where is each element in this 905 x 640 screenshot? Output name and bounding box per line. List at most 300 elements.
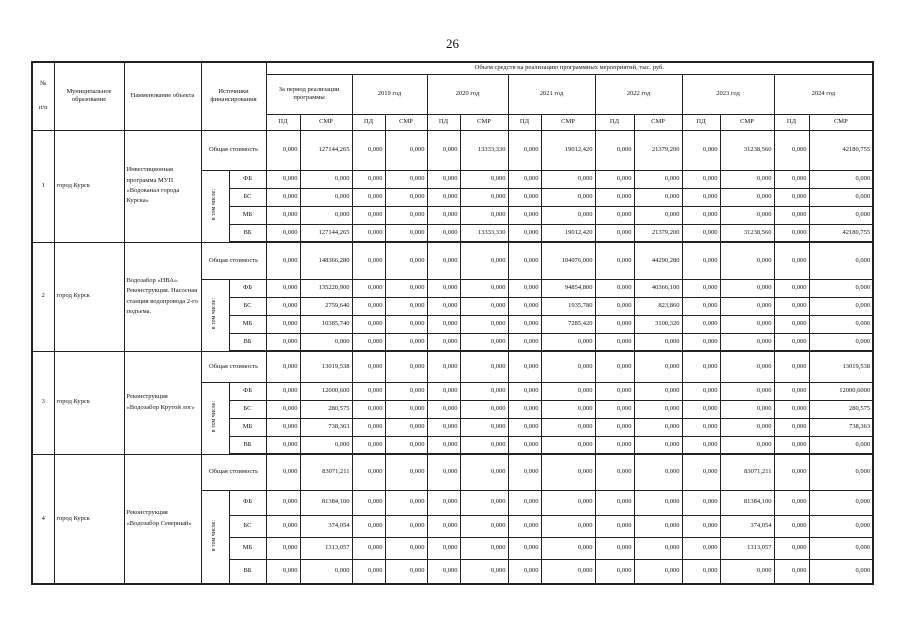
- value-cell: 0,000: [352, 333, 385, 351]
- value-cell: 0,000: [541, 400, 595, 418]
- value-cell: 0,000: [682, 279, 720, 297]
- value-cell: 42180,755: [809, 224, 873, 242]
- value-cell: 0,000: [352, 400, 385, 418]
- value-cell: 0,000: [427, 515, 460, 537]
- total-cost-label: Общая стоимость: [201, 454, 266, 490]
- value-cell: 0,000: [266, 333, 300, 351]
- value-cell: 0,000: [427, 418, 460, 436]
- value-cell: 0,000: [508, 490, 541, 515]
- value-cell: 0,000: [460, 279, 508, 297]
- page-number: 26: [446, 36, 459, 51]
- value-cell: 0,000: [720, 382, 774, 400]
- value-cell: 280,575: [300, 400, 352, 418]
- value-cell: 0,000: [460, 418, 508, 436]
- table-row: [32, 454, 873, 490]
- value-cell: 0,000: [385, 490, 427, 515]
- value-cell: 0,000: [682, 130, 720, 170]
- value-cell: 0,000: [720, 436, 774, 454]
- value-cell: 19012,420: [541, 224, 595, 242]
- value-cell: 0,000: [682, 382, 720, 400]
- including-label-cell: [201, 382, 229, 454]
- value-cell: 0,000: [720, 315, 774, 333]
- value-cell: 0,000: [460, 351, 508, 382]
- value-cell: 0,000: [266, 400, 300, 418]
- value-cell: 0,000: [682, 515, 720, 537]
- value-cell: 0,000: [427, 559, 460, 584]
- value-cell: 0,000: [682, 436, 720, 454]
- value-cell: 0,000: [385, 351, 427, 382]
- value-cell: 0,000: [352, 537, 385, 559]
- value-cell: 0,000: [352, 206, 385, 224]
- value-cell: 0,000: [266, 559, 300, 584]
- value-cell: 0,000: [266, 315, 300, 333]
- value-cell: 0,000: [460, 170, 508, 188]
- value-cell: 0,000: [634, 537, 682, 559]
- value-cell: 0,000: [595, 170, 634, 188]
- value-cell: 148366,280: [300, 242, 352, 279]
- value-cell: 0,000: [508, 333, 541, 351]
- value-cell: 0,000: [774, 418, 809, 436]
- value-cell: 0,000: [634, 188, 682, 206]
- value-cell: 3100,320: [634, 315, 682, 333]
- header-sources: Источники финансирования: [201, 62, 266, 130]
- value-cell: 0,000: [541, 490, 595, 515]
- header-smr: СМР: [300, 114, 352, 130]
- source-code: ВБ: [229, 333, 266, 351]
- value-cell: 0,000: [266, 454, 300, 490]
- value-cell: 0,000: [508, 170, 541, 188]
- value-cell: 0,000: [508, 436, 541, 454]
- value-cell: 0,000: [682, 188, 720, 206]
- value-cell: 0,000: [385, 170, 427, 188]
- value-cell: 0,000: [809, 297, 873, 315]
- value-cell: 0,000: [541, 515, 595, 537]
- value-cell: 42180,755: [809, 130, 873, 170]
- value-cell: 0,000: [595, 206, 634, 224]
- header-year: 2020 год: [427, 74, 508, 114]
- value-cell: 0,000: [595, 559, 634, 584]
- header-year: 2023 год: [682, 74, 774, 114]
- value-cell: 12000,600: [300, 382, 352, 400]
- value-cell: 0,000: [266, 418, 300, 436]
- total-cost-label: Общая стоимость: [201, 130, 266, 170]
- value-cell: 0,000: [541, 436, 595, 454]
- value-cell: 0,000: [508, 315, 541, 333]
- value-cell: 40366,100: [634, 279, 682, 297]
- value-cell: 0,000: [634, 400, 682, 418]
- value-cell: 0,000: [774, 559, 809, 584]
- value-cell: 0,000: [774, 454, 809, 490]
- header-pd: ПД: [595, 114, 634, 130]
- value-cell: 0,000: [427, 130, 460, 170]
- value-cell: 0,000: [634, 515, 682, 537]
- value-cell: 0,000: [595, 224, 634, 242]
- value-cell: 0,000: [352, 436, 385, 454]
- value-cell: 0,000: [460, 382, 508, 400]
- value-cell: 0,000: [352, 170, 385, 188]
- value-cell: 0,000: [809, 490, 873, 515]
- value-cell: 0,000: [427, 170, 460, 188]
- value-cell: 0,000: [634, 418, 682, 436]
- value-cell: 0,000: [385, 436, 427, 454]
- value-cell: 0,000: [541, 351, 595, 382]
- municipality-cell: город Курск: [54, 351, 124, 454]
- header-volume: Объем средств на реализацию программных мероприятий, тыс. руб.: [266, 62, 873, 74]
- table-header: [32, 62, 873, 130]
- value-cell: 0,000: [595, 242, 634, 279]
- source-code: БС: [229, 188, 266, 206]
- including-label-cell: [201, 490, 229, 584]
- header-smr: СМР: [541, 114, 595, 130]
- value-cell: 0,000: [508, 418, 541, 436]
- value-cell: 0,000: [720, 242, 774, 279]
- row-number: 1: [32, 130, 54, 242]
- value-cell: 0,000: [634, 490, 682, 515]
- value-cell: 10385,740: [300, 315, 352, 333]
- value-cell: 0,000: [720, 170, 774, 188]
- value-cell: 0,000: [595, 400, 634, 418]
- value-cell: 0,000: [385, 537, 427, 559]
- value-cell: 0,000: [427, 297, 460, 315]
- value-cell: 2759,640: [300, 297, 352, 315]
- object-name-cell: Водозабор «НВА». Реконструкция. Насосная станция водопровода 2-го подъема.: [124, 242, 201, 351]
- value-cell: 0,000: [595, 333, 634, 351]
- source-code: МБ: [229, 315, 266, 333]
- value-cell: 0,000: [266, 515, 300, 537]
- header-no: № п/п: [32, 62, 54, 130]
- header-year: 2024 год: [774, 74, 873, 114]
- value-cell: 0,000: [427, 315, 460, 333]
- including-label: в том числе:: [211, 519, 218, 551]
- value-cell: 0,000: [385, 130, 427, 170]
- value-cell: 0,000: [460, 436, 508, 454]
- header-smr: СМР: [720, 114, 774, 130]
- value-cell: 0,000: [385, 188, 427, 206]
- value-cell: 0,000: [266, 297, 300, 315]
- value-cell: 0,000: [595, 382, 634, 400]
- value-cell: 0,000: [427, 382, 460, 400]
- value-cell: 0,000: [682, 454, 720, 490]
- value-cell: 0,000: [595, 315, 634, 333]
- header-year: 2021 год: [508, 74, 595, 114]
- value-cell: 0,000: [427, 351, 460, 382]
- header-year: 2022 год: [595, 74, 682, 114]
- value-cell: 0,000: [385, 333, 427, 351]
- value-cell: 0,000: [682, 490, 720, 515]
- value-cell: 0,000: [774, 224, 809, 242]
- value-cell: 0,000: [385, 224, 427, 242]
- value-cell: 0,000: [541, 537, 595, 559]
- value-cell: 0,000: [508, 130, 541, 170]
- value-cell: 0,000: [352, 279, 385, 297]
- value-cell: 0,000: [460, 515, 508, 537]
- value-cell: 0,000: [682, 206, 720, 224]
- value-cell: 0,000: [460, 537, 508, 559]
- value-cell: 0,000: [809, 559, 873, 584]
- value-cell: 13019,538: [300, 351, 352, 382]
- source-code: МБ: [229, 537, 266, 559]
- value-cell: 0,000: [385, 279, 427, 297]
- value-cell: 0,000: [774, 242, 809, 279]
- value-cell: 0,000: [266, 130, 300, 170]
- value-cell: 135220,900: [300, 279, 352, 297]
- value-cell: 0,000: [508, 242, 541, 279]
- value-cell: 0,000: [809, 206, 873, 224]
- value-cell: 738,363: [300, 418, 352, 436]
- value-cell: 0,000: [508, 400, 541, 418]
- value-cell: 0,000: [352, 559, 385, 584]
- value-cell: 0,000: [508, 206, 541, 224]
- value-cell: 0,000: [682, 170, 720, 188]
- value-cell: 0,000: [352, 242, 385, 279]
- value-cell: 0,000: [352, 454, 385, 490]
- value-cell: 823,860: [634, 297, 682, 315]
- value-cell: 0,000: [634, 333, 682, 351]
- source-code: МБ: [229, 418, 266, 436]
- value-cell: 0,000: [427, 188, 460, 206]
- value-cell: 0,000: [508, 188, 541, 206]
- value-cell: 0,000: [352, 130, 385, 170]
- value-cell: 0,000: [720, 206, 774, 224]
- value-cell: 0,000: [541, 170, 595, 188]
- value-cell: 0,000: [266, 206, 300, 224]
- source-code: МБ: [229, 206, 266, 224]
- value-cell: 0,000: [460, 206, 508, 224]
- value-cell: 0,000: [682, 400, 720, 418]
- source-code: ФБ: [229, 382, 266, 400]
- value-cell: 104076,000: [541, 242, 595, 279]
- header-pd: ПД: [266, 114, 300, 130]
- row-number: 4: [32, 454, 54, 584]
- value-cell: 0,000: [541, 188, 595, 206]
- value-cell: 0,000: [266, 436, 300, 454]
- value-cell: 13019,538: [809, 351, 873, 382]
- including-label: в том числе:: [211, 400, 218, 433]
- source-code: БС: [229, 297, 266, 315]
- value-cell: 83071,211: [300, 454, 352, 490]
- value-cell: 0,000: [300, 559, 352, 584]
- value-cell: 0,000: [634, 170, 682, 188]
- value-cell: 0,000: [427, 333, 460, 351]
- value-cell: 0,000: [508, 559, 541, 584]
- municipality-cell: город Курск: [54, 242, 124, 351]
- value-cell: 0,000: [352, 490, 385, 515]
- value-cell: 0,000: [460, 559, 508, 584]
- value-cell: 0,000: [682, 315, 720, 333]
- value-cell: 0,000: [809, 515, 873, 537]
- value-cell: 0,000: [595, 454, 634, 490]
- row-number: 2: [32, 242, 54, 351]
- value-cell: 0,000: [595, 279, 634, 297]
- value-cell: 0,000: [774, 537, 809, 559]
- row-number: 3: [32, 351, 54, 454]
- value-cell: 0,000: [634, 454, 682, 490]
- table-body: [32, 130, 873, 584]
- value-cell: 0,000: [266, 351, 300, 382]
- municipality-cell: город Курск: [54, 130, 124, 242]
- header-smr: СМР: [809, 114, 873, 130]
- value-cell: 0,000: [809, 188, 873, 206]
- value-cell: 0,000: [427, 537, 460, 559]
- value-cell: 0,000: [508, 351, 541, 382]
- value-cell: 0,000: [809, 454, 873, 490]
- value-cell: 0,000: [595, 436, 634, 454]
- header-pd: ПД: [774, 114, 809, 130]
- header-period-total: За период реализации программы: [266, 74, 352, 114]
- value-cell: 0,000: [385, 559, 427, 584]
- value-cell: 94854,800: [541, 279, 595, 297]
- header-pd: ПД: [508, 114, 541, 130]
- value-cell: 0,000: [508, 382, 541, 400]
- value-cell: 0,000: [720, 559, 774, 584]
- value-cell: 0,000: [385, 418, 427, 436]
- value-cell: 0,000: [774, 351, 809, 382]
- value-cell: 0,000: [352, 315, 385, 333]
- value-cell: 0,000: [352, 515, 385, 537]
- value-cell: 0,000: [460, 315, 508, 333]
- value-cell: 0,000: [460, 400, 508, 418]
- value-cell: 0,000: [266, 382, 300, 400]
- value-cell: 0,000: [427, 279, 460, 297]
- value-cell: 374,054: [720, 515, 774, 537]
- value-cell: 0,000: [352, 382, 385, 400]
- value-cell: 0,000: [682, 537, 720, 559]
- table-row: [32, 351, 873, 382]
- value-cell: 0,000: [352, 188, 385, 206]
- value-cell: 0,000: [682, 559, 720, 584]
- value-cell: 81384,100: [300, 490, 352, 515]
- value-cell: 0,000: [385, 297, 427, 315]
- value-cell: 0,000: [385, 382, 427, 400]
- header-year: 2019 год: [352, 74, 427, 114]
- value-cell: 127144,265: [300, 130, 352, 170]
- value-cell: 0,000: [774, 382, 809, 400]
- value-cell: 0,000: [460, 333, 508, 351]
- value-cell: 0,000: [508, 454, 541, 490]
- value-cell: 0,000: [774, 400, 809, 418]
- value-cell: 0,000: [352, 351, 385, 382]
- value-cell: 0,000: [595, 351, 634, 382]
- value-cell: 0,000: [266, 170, 300, 188]
- source-code: ВБ: [229, 436, 266, 454]
- value-cell: 0,000: [774, 333, 809, 351]
- value-cell: 0,000: [634, 559, 682, 584]
- table-row: [32, 242, 873, 279]
- value-cell: 0,000: [427, 490, 460, 515]
- value-cell: 1313,057: [720, 537, 774, 559]
- value-cell: 0,000: [682, 333, 720, 351]
- value-cell: 0,000: [774, 490, 809, 515]
- value-cell: 0,000: [682, 297, 720, 315]
- value-cell: 0,000: [427, 224, 460, 242]
- value-cell: 21379,200: [634, 130, 682, 170]
- value-cell: 0,000: [385, 315, 427, 333]
- value-cell: 0,000: [682, 224, 720, 242]
- value-cell: 0,000: [774, 515, 809, 537]
- source-code: БС: [229, 400, 266, 418]
- source-code: ФБ: [229, 170, 266, 188]
- value-cell: 0,000: [595, 537, 634, 559]
- value-cell: 0,000: [266, 490, 300, 515]
- value-cell: 0,000: [266, 188, 300, 206]
- value-cell: 0,000: [541, 333, 595, 351]
- header-object: Наименование объекта: [124, 62, 201, 130]
- value-cell: 1313,057: [300, 537, 352, 559]
- value-cell: 31238,560: [720, 130, 774, 170]
- value-cell: 280,575: [809, 400, 873, 418]
- value-cell: 81384,100: [720, 490, 774, 515]
- object-name-cell: Реконструкция «Водозабор Крутой лог»: [124, 351, 201, 454]
- value-cell: 0,000: [682, 351, 720, 382]
- value-cell: 0,000: [385, 206, 427, 224]
- source-code: ФБ: [229, 490, 266, 515]
- value-cell: 0,000: [809, 537, 873, 559]
- value-cell: 0,000: [352, 297, 385, 315]
- value-cell: 0,000: [809, 315, 873, 333]
- including-label-cell: [201, 279, 229, 351]
- value-cell: 0,000: [508, 537, 541, 559]
- value-cell: 0,000: [300, 170, 352, 188]
- value-cell: 83071,211: [720, 454, 774, 490]
- value-cell: 0,000: [809, 242, 873, 279]
- header-municipality: Муниципальное образование: [54, 62, 124, 130]
- header-smr: СМР: [634, 114, 682, 130]
- funding-table: [31, 61, 874, 585]
- value-cell: 0,000: [266, 242, 300, 279]
- object-name-cell: Реконструкция «Водозабор Северный»: [124, 454, 201, 584]
- value-cell: 0,000: [300, 333, 352, 351]
- value-cell: 0,000: [634, 436, 682, 454]
- value-cell: 0,000: [774, 170, 809, 188]
- value-cell: 0,000: [385, 515, 427, 537]
- value-cell: 0,000: [266, 279, 300, 297]
- header-pd: ПД: [682, 114, 720, 130]
- value-cell: 0,000: [634, 382, 682, 400]
- value-cell: 7285,420: [541, 315, 595, 333]
- value-cell: 0,000: [809, 436, 873, 454]
- value-cell: 0,000: [809, 279, 873, 297]
- source-code: ВБ: [229, 224, 266, 242]
- value-cell: 0,000: [460, 454, 508, 490]
- value-cell: 0,000: [266, 224, 300, 242]
- value-cell: 374,054: [300, 515, 352, 537]
- value-cell: 0,000: [720, 297, 774, 315]
- value-cell: 0,000: [595, 188, 634, 206]
- source-code: ФБ: [229, 279, 266, 297]
- header-pd: ПД: [427, 114, 460, 130]
- value-cell: 0,000: [385, 454, 427, 490]
- header-smr: СМР: [460, 114, 508, 130]
- including-label-cell: [201, 170, 229, 242]
- total-cost-label: Общая стоимость: [201, 242, 266, 279]
- table-row: [32, 130, 873, 170]
- value-cell: 0,000: [427, 454, 460, 490]
- value-cell: 0,000: [595, 515, 634, 537]
- value-cell: 0,000: [427, 436, 460, 454]
- value-cell: 0,000: [774, 315, 809, 333]
- value-cell: 0,000: [595, 418, 634, 436]
- value-cell: 0,000: [809, 170, 873, 188]
- value-cell: 13333,330: [460, 224, 508, 242]
- value-cell: 21379,200: [634, 224, 682, 242]
- value-cell: 127144,265: [300, 224, 352, 242]
- value-cell: 738,363: [809, 418, 873, 436]
- including-label: в том числе:: [211, 297, 218, 330]
- value-cell: 0,000: [720, 279, 774, 297]
- header-smr: СМР: [385, 114, 427, 130]
- value-cell: 1935,780: [541, 297, 595, 315]
- source-code: БС: [229, 515, 266, 537]
